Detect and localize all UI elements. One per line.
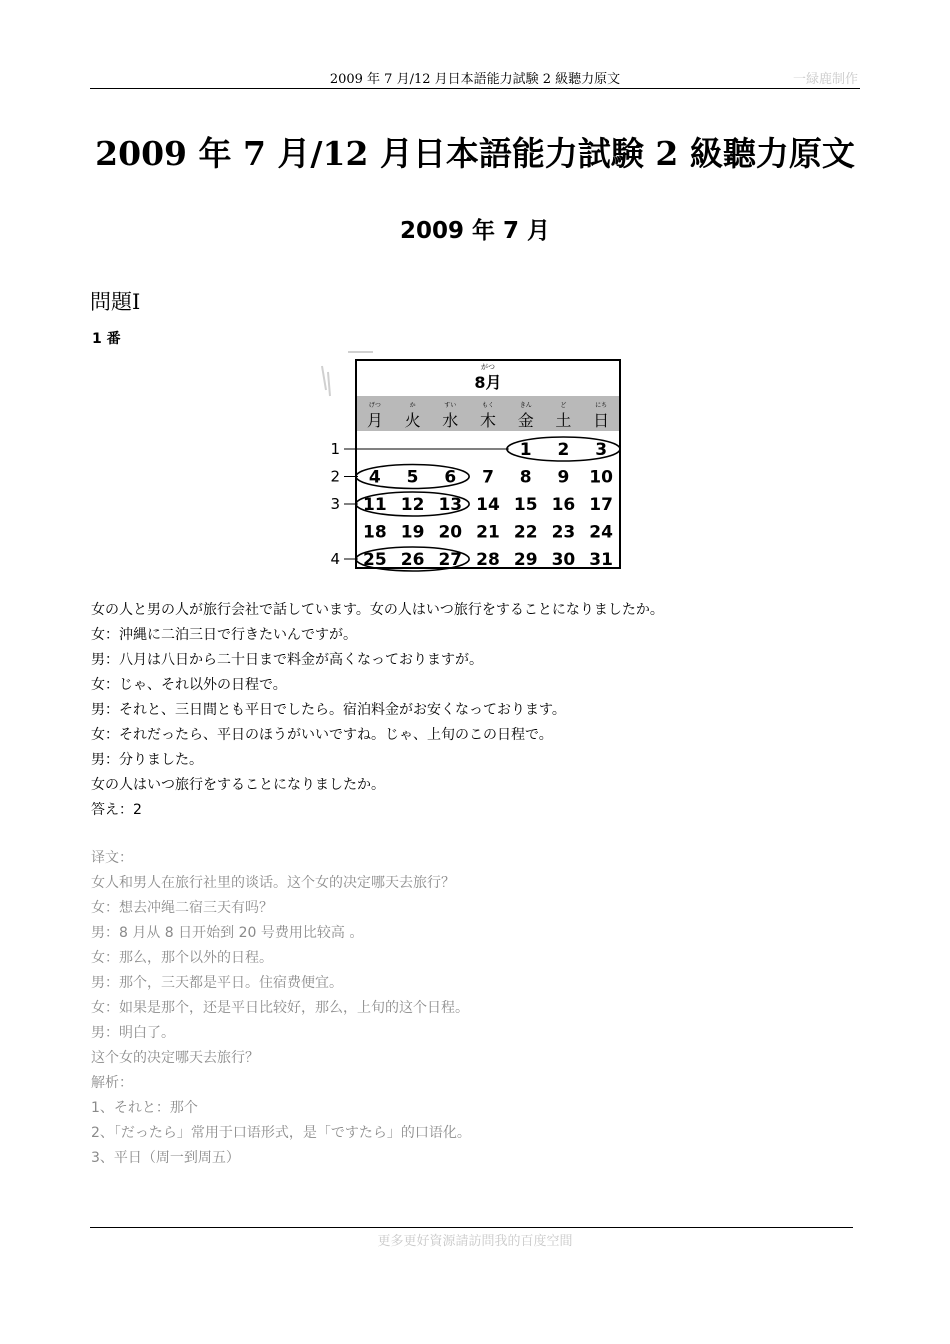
calendar-day: 29 <box>513 550 538 570</box>
month-title: 8月 <box>474 373 502 392</box>
calendar-day: 21 <box>476 522 500 543</box>
calendar-day: 4 <box>368 467 381 488</box>
option-label: 4 <box>330 550 340 568</box>
weekday-label: 日 <box>593 411 610 430</box>
translation-line: 女：那么，那个以外的日程。 <box>91 950 273 966</box>
translation-line: 女：想去冲绳二宿三天有吗？ <box>91 900 273 916</box>
calendar-day: 8 <box>519 467 532 488</box>
weekday-label: 金 <box>517 411 534 430</box>
footer-divider <box>90 1227 853 1228</box>
weekday-ruby: か <box>409 402 416 409</box>
question-number: 1 番 <box>92 331 121 347</box>
translation-line: 男：明白了。 <box>91 1025 175 1041</box>
weekday-label: 月 <box>366 411 383 430</box>
calendar-day: 7 <box>482 467 494 488</box>
dialogue-block <box>91 598 791 823</box>
calendar-day: 27 <box>438 550 463 570</box>
page-footer: 更多更好資源請訪問我的百度空間 <box>377 1234 573 1249</box>
option-label: 2 <box>330 467 340 486</box>
calendar-day: 28 <box>476 550 500 570</box>
dialogue-line: 男：それと、三日間とも平日でしたら。宿泊料金がお安くなっております。 <box>91 702 566 718</box>
weekday-ruby: ど <box>560 402 567 409</box>
analysis-line: 2、「だったら」常用于口语形式，是「ですたら」的口语化。 <box>91 1125 471 1141</box>
calendar-day: 16 <box>551 495 576 515</box>
calendar-day: 17 <box>589 495 613 515</box>
weekday-label: 木 <box>479 411 497 430</box>
calendar-day: 30 <box>551 550 576 570</box>
option-label: 3 <box>330 495 340 513</box>
weekday-ruby: げつ <box>368 402 381 409</box>
document-subtitle: 2009 年 7 月 <box>399 218 551 244</box>
weekday-ruby: もく <box>481 402 495 409</box>
translation-line: 男：8 月从 8 日开始到 20 号费用比较高 。 <box>91 925 364 941</box>
calendar-day: 15 <box>513 495 538 515</box>
calendar-day: 22 <box>513 522 538 543</box>
calendar-day: 1 <box>519 440 532 460</box>
calendar-day: 3 <box>595 440 608 460</box>
calendar-day: 5 <box>406 467 419 488</box>
month-ruby: がつ <box>481 363 495 371</box>
page-header <box>90 66 860 89</box>
translation-line: 男：那个，三天都是平日。住宿费便宜。 <box>91 975 343 991</box>
calendar-day: 2 <box>557 440 570 460</box>
calendar-figure <box>318 350 628 576</box>
calendar-day: 14 <box>476 495 500 515</box>
weekday-label: 水 <box>442 411 459 430</box>
dialogue-line: 女：沖縄に二泊三日で行きたいんですが。 <box>91 627 357 643</box>
translation-heading: 译文： <box>91 850 133 866</box>
calendar-day: 12 <box>400 495 425 515</box>
dialogue-line: 男：分りました。 <box>91 752 203 768</box>
section-heading: 問題Ⅰ <box>90 290 141 314</box>
calendar-day: 10 <box>589 467 613 488</box>
calendar-day: 26 <box>400 550 425 570</box>
dialogue-line: 女の人と男の人が旅行会社で話しています。女の人はいつ旅行をすることになりましたか。 <box>91 602 664 618</box>
calendar-svg <box>318 350 628 572</box>
calendar-day: 24 <box>589 522 613 543</box>
calendar-day: 25 <box>363 550 387 570</box>
weekday-label: 火 <box>404 411 421 430</box>
calendar-day: 11 <box>363 495 387 515</box>
calendar-day: 19 <box>400 522 425 543</box>
header-title: 2009 年 7 月/12 月日本語能力試験 2 級聽力原文 <box>329 72 621 87</box>
analysis-line: 1、それと：那个 <box>91 1100 198 1116</box>
weekday-label: 土 <box>555 411 572 430</box>
dialogue-line: 男：八月は八日から二十日まで料金が高くなっておりますが。 <box>91 652 483 668</box>
calendar-day: 18 <box>363 522 387 543</box>
translation-block <box>91 846 791 1171</box>
answer-line: 答え：2 <box>91 802 142 818</box>
calendar-day: 13 <box>438 495 463 515</box>
weekday-ruby: にち <box>595 402 608 409</box>
dialogue-line: 女：それだったら、平日のほうがいいですね。じゃ、上旬のこの日程で。 <box>91 727 553 743</box>
translation-line: 女：如果是那个，还是平日比较好，那么，上旬的这个日程。 <box>91 1000 469 1016</box>
weekday-ruby: きん <box>519 402 532 409</box>
analysis-heading: 解析： <box>91 1075 133 1091</box>
calendar-day: 9 <box>557 467 570 488</box>
analysis-line: 3、平日（周一到周五） <box>91 1150 240 1166</box>
translation-line: 女人和男人在旅行社里的谈话。这个女的决定哪天去旅行？ <box>91 875 455 891</box>
header-credit: 一緑鹿制作 <box>792 72 858 87</box>
option-label: 1 <box>330 440 340 458</box>
document-title: 2009 年 7 月/12 月日本語能力試験 2 級聽力原文 <box>95 134 855 173</box>
translation-line: 这个女的决定哪天去旅行？ <box>91 1050 259 1066</box>
calendar-day: 20 <box>438 522 463 543</box>
dialogue-line: 女の人はいつ旅行をすることになりましたか。 <box>91 777 385 793</box>
calendar-day: 6 <box>444 467 457 488</box>
dialogue-line: 女：じゃ、それ以外の日程で。 <box>91 677 287 693</box>
calendar-day: 31 <box>589 550 613 570</box>
calendar-day: 23 <box>551 522 576 543</box>
weekday-ruby: すい <box>444 402 457 409</box>
